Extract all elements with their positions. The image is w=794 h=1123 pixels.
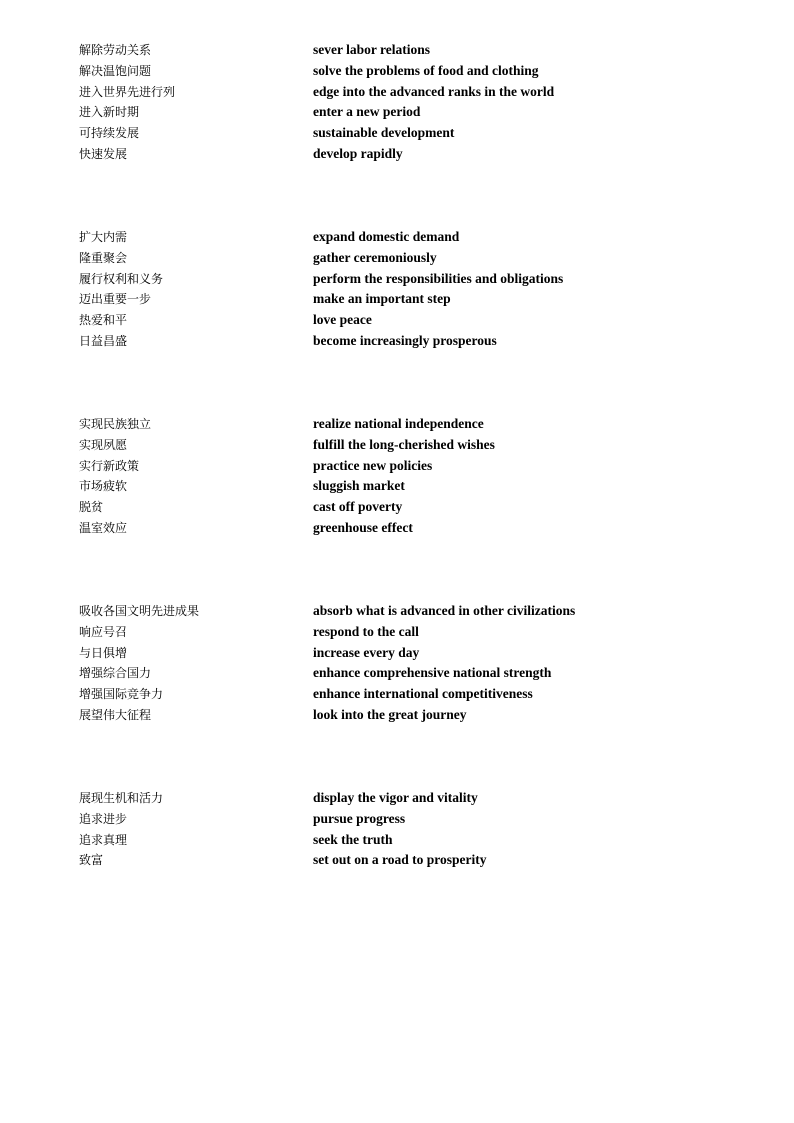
english-translation: set out on a road to prosperity — [313, 852, 487, 868]
vocab-row — [79, 289, 759, 310]
vocab-row — [79, 809, 759, 830]
english-translation: love peace — [313, 312, 372, 328]
english-translation: edge into the advanced ranks in the world — [313, 83, 555, 99]
vocab-row — [79, 830, 759, 851]
vocab-group-3 — [79, 414, 759, 539]
vocab-group-4 — [79, 601, 759, 726]
chinese-term: 履行权利和义务 — [79, 271, 164, 286]
chinese-term: 展现生机和活力 — [79, 791, 164, 805]
vocab-row — [79, 102, 759, 123]
english-translation: respond to the call — [313, 623, 419, 639]
english-translation: perform the responsibilities and obligations — [313, 270, 564, 286]
chinese-term: 热爱和平 — [79, 313, 128, 328]
chinese-term: 进入新时期 — [79, 105, 140, 120]
chinese-term: 追求进步 — [79, 811, 128, 826]
english-translation: enhance international competitiveness — [313, 686, 533, 702]
vocab-group-2 — [79, 227, 759, 352]
english-translation: gather ceremoniously — [313, 249, 437, 265]
vocab-row — [79, 82, 759, 103]
english-translation: realize national independence — [313, 416, 484, 431]
english-translation: develop rapidly — [313, 145, 403, 161]
english-translation: practice new policies — [313, 457, 433, 473]
english-translation: fulfill the long-cherished wishes — [313, 436, 495, 452]
vocab-row — [79, 643, 759, 664]
vocab-row — [79, 123, 759, 144]
chinese-term: 解除劳动关系 — [79, 43, 152, 57]
vocab-row — [79, 497, 759, 518]
vocab-group-5 — [79, 788, 759, 871]
english-translation: greenhouse effect — [313, 519, 413, 535]
english-translation: solve the problems of food and clothing — [313, 62, 539, 78]
vocab-row — [79, 269, 759, 290]
chinese-term: 实现夙愿 — [79, 437, 128, 452]
chinese-term: 快速发展 — [79, 146, 128, 161]
chinese-term: 隆重聚会 — [79, 250, 128, 265]
vocab-row — [79, 40, 759, 61]
english-translation: pursue progress — [313, 810, 406, 826]
chinese-term: 增强国际竞争力 — [79, 687, 164, 702]
chinese-term: 进入世界先进行列 — [79, 84, 176, 99]
vocab-row — [79, 144, 759, 165]
vocab-row — [79, 705, 759, 726]
english-translation: become increasingly prosperous — [313, 332, 497, 348]
vocab-row — [79, 414, 759, 435]
english-translation: enter a new period — [313, 104, 421, 120]
vocab-row — [79, 684, 759, 705]
vocab-row — [79, 435, 759, 456]
chinese-term: 响应号召 — [79, 624, 128, 639]
vocab-row — [79, 518, 759, 539]
chinese-term: 吸收各国文明先进成果 — [79, 604, 200, 618]
english-translation: look into the great journey — [313, 706, 467, 722]
english-translation: cast off poverty — [313, 499, 403, 515]
english-translation: display the vigor and vitality — [313, 790, 478, 805]
english-translation: sustainable development — [313, 125, 455, 141]
vocab-row — [79, 456, 759, 477]
english-translation: seek the truth — [313, 831, 393, 847]
vocab-row — [79, 663, 759, 684]
vocab-row — [79, 310, 759, 331]
english-translation: enhance comprehensive national strength — [313, 665, 552, 681]
chinese-term: 展望伟大征程 — [79, 707, 152, 722]
chinese-term: 扩大内需 — [79, 230, 128, 244]
chinese-term: 解决温饱问题 — [79, 63, 152, 78]
vocab-group-1 — [79, 40, 759, 165]
vocab-row — [79, 850, 759, 871]
vocab-row — [79, 331, 759, 352]
english-translation: sever labor relations — [313, 42, 430, 57]
chinese-term: 温室效应 — [79, 520, 128, 535]
vocab-row — [79, 476, 759, 497]
vocab-row — [79, 248, 759, 269]
chinese-term: 致富 — [79, 853, 104, 868]
english-translation: sluggish market — [313, 478, 405, 494]
chinese-term: 追求真理 — [79, 832, 128, 847]
vocab-row — [79, 788, 759, 809]
chinese-term: 市场疲软 — [79, 479, 128, 494]
vocab-row — [79, 622, 759, 643]
english-translation: increase every day — [313, 644, 420, 660]
english-translation: expand domestic demand — [313, 229, 460, 244]
vocab-row — [79, 227, 759, 248]
chinese-term: 可持续发展 — [79, 126, 140, 141]
vocab-row — [79, 61, 759, 82]
chinese-term: 实行新政策 — [79, 458, 140, 473]
chinese-term: 实现民族独立 — [79, 417, 152, 431]
vocab-row — [79, 601, 759, 622]
chinese-term: 日益昌盛 — [79, 333, 128, 348]
chinese-term: 脱贫 — [79, 500, 104, 515]
english-translation: absorb what is advanced in other civilizations — [313, 603, 576, 618]
english-translation: make an important step — [313, 291, 451, 307]
chinese-term: 增强综合国力 — [79, 666, 152, 681]
chinese-term: 与日俱增 — [79, 645, 128, 660]
chinese-term: 迈出重要一步 — [79, 292, 152, 307]
